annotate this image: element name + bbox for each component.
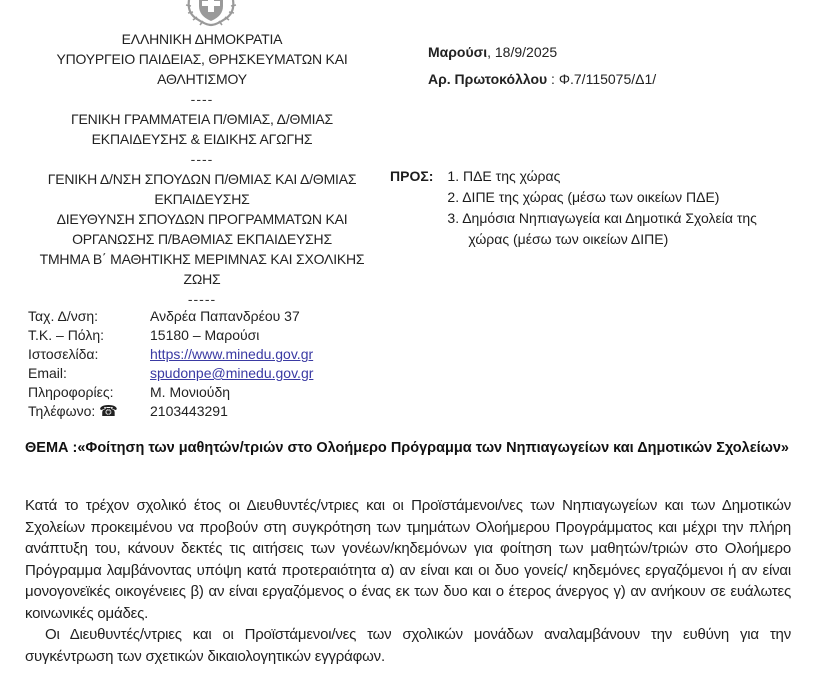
recipient-item: 3. Δημόσια Νηπιαγωγεία και Δημοτικά Σχολεία της χώρας (μέσω των οικείων ΔΙΠΕ) [447, 210, 757, 247]
address-value: Ανδρέα Παπανδρέου 37 [150, 308, 300, 324]
letterhead-separator-3: ----- [187, 291, 217, 307]
date-line [428, 44, 798, 60]
contact-row-website [28, 345, 398, 364]
email-label: Email: [28, 365, 67, 381]
info-value: Μ. Μονιούδη [150, 384, 231, 400]
city-label: Μαρούσι [428, 44, 488, 60]
contact-row-email [28, 364, 398, 383]
recipients-block [390, 166, 800, 250]
info-label: Πληροφορίες: [28, 384, 114, 400]
address-label: Ταχ. Δ/νση: [28, 308, 99, 324]
postal-value: 15180 – Μαρούσι [150, 327, 260, 343]
contact-row-phone [28, 402, 398, 421]
phone-label: Τηλέφωνο: ☎ [28, 403, 118, 420]
letterhead-general-directorate-line: ΓΕΝΙΚΗ Δ/ΝΣΗ ΣΠΟΥΔΩΝ Π/ΘΜΙΑΣ ΚΑΙ Δ/ΘΜΙΑΣ ΕΚΠΑΙΔΕΥΣΗΣ [47, 171, 357, 207]
protocol-line [428, 71, 798, 87]
website-link[interactable]: https://www.minedu.gov.gr [150, 346, 314, 362]
body-paragraph-1: Κατά το τρέχον σχολικό έτος οι Διευθυντές/ντριες και οι Προϊστάμενοι/νες των Νηπιαγωγείων και των Δημοτικών Σχολείων προκειμένου να προβούν στη συγκρότηση των τμημάτων Ολοήμερου Προγράμματος και μέχρι την πλήρη ανάπτυξη του, κάνουν δεκτές τις αιτήσεις των γονέων/κηδεμόνων για φοίτηση των μαθητών/τριών στο Ολοήμερο Πρόγραμμα λαμβάνοντας υπόψη κατά προτεραιότητα α) αν είναι και οι δυο γονείς/ κηδεμόνες εργαζόμενοι ή αν είναι μονογονεϊκές οικογένειες β) αν είναι εργαζόμενος ο ένας εκ των δυο και ο έτερος άνεργος γ) αν ανήκουν σε ευάλωτες κοινωνικές ομάδες. [25, 497, 791, 622]
contact-row-address [28, 307, 398, 326]
phone-icon: ☎ [99, 403, 118, 420]
recipients-list [447, 166, 800, 250]
letterhead-separator-2: ---- [190, 151, 214, 167]
recipient-item: 1. ΠΔΕ της χώρας [447, 168, 561, 184]
letterhead-secretariat-line: ΓΕΝΙΚΗ ΓΡΑΜΜΑΤΕΙΑ Π/ΘΜΙΑΣ, Δ/ΘΜΙΑΣ ΕΚΠΑΙΔΕΥΣΗΣ & ΕΙΔΙΚΗΣ ΑΓΩΓΗΣ [71, 111, 333, 147]
contact-row-postal [28, 326, 398, 345]
letterhead-left-column [22, 29, 382, 309]
body-paragraph-2: Οι Διευθυντές/ντριες και οι Προϊστάμενοι/νες των σχολικών μονάδων αναλαμβάνουν την ευθύνη για την συγκέντρωση των σχετικών δικαιολογητικών εγγράφων. [25, 626, 791, 665]
protocol-number-value: : Φ.7/115075/Δ1/ [547, 71, 657, 87]
letterhead-separator-1: ---- [190, 91, 214, 107]
email-link[interactable]: spudonpe@minedu.gov.gr [150, 365, 314, 381]
contact-info-block [28, 307, 398, 421]
postal-label: Τ.Κ. – Πόλη: [28, 327, 105, 343]
letterhead-department-line: ΤΜΗΜΑ Β΄ ΜΑΘΗΤΙΚΗΣ ΜΕΡΙΜΝΑΣ ΚΑΙ ΣΧΟΛΙΚΗΣ ΖΩΗΣ [39, 251, 365, 287]
letter-body [25, 495, 791, 667]
date-value: , 18/9/2025 [487, 44, 558, 60]
website-label: Ιστοσελίδα: [28, 346, 99, 362]
letterhead-ministry-line: ΥΠΟΥΡΓΕΙΟ ΠΑΙΔΕΙΑΣ, ΘΡΗΣΚΕΥΜΑΤΩΝ ΚΑΙ ΑΘΛΗΤΙΣΜΟΥ [56, 51, 348, 87]
phone-value: 2103443291 [150, 403, 228, 419]
letterhead-republic-line: ΕΛΛΗΝΙΚΗ ΔΗΜΟΚΡΑΤΙΑ [121, 31, 283, 47]
recipient-item: 2. ΔΙΠΕ της χώρας (μέσω των οικείων ΠΔΕ) [447, 189, 720, 205]
letterhead-right-column [428, 44, 798, 87]
greek-coat-of-arms-icon [182, 0, 240, 28]
subject-line: ΘΕΜΑ :«Φοίτηση των μαθητών/τριών στο Ολοήμερο Πρόγραμμα των Νηπιαγωγείων και Δημοτικών Σχολείων» [25, 440, 789, 456]
protocol-number-label: Αρ. Πρωτοκόλλου [428, 71, 548, 87]
recipients-label: ΠΡΟΣ: [390, 168, 434, 184]
letterhead-directorate-line: ΔΙΕΥΘΥΝΣΗ ΣΠΟΥΔΩΝ ΠΡΟΓΡΑΜΜΑΤΩΝ ΚΑΙ ΟΡΓΑΝΩΣΗΣ Π/ΒΑΘΜΙΑΣ ΕΚΠΑΙΔΕΥΣΗΣ [56, 211, 348, 247]
contact-row-info [28, 383, 398, 402]
